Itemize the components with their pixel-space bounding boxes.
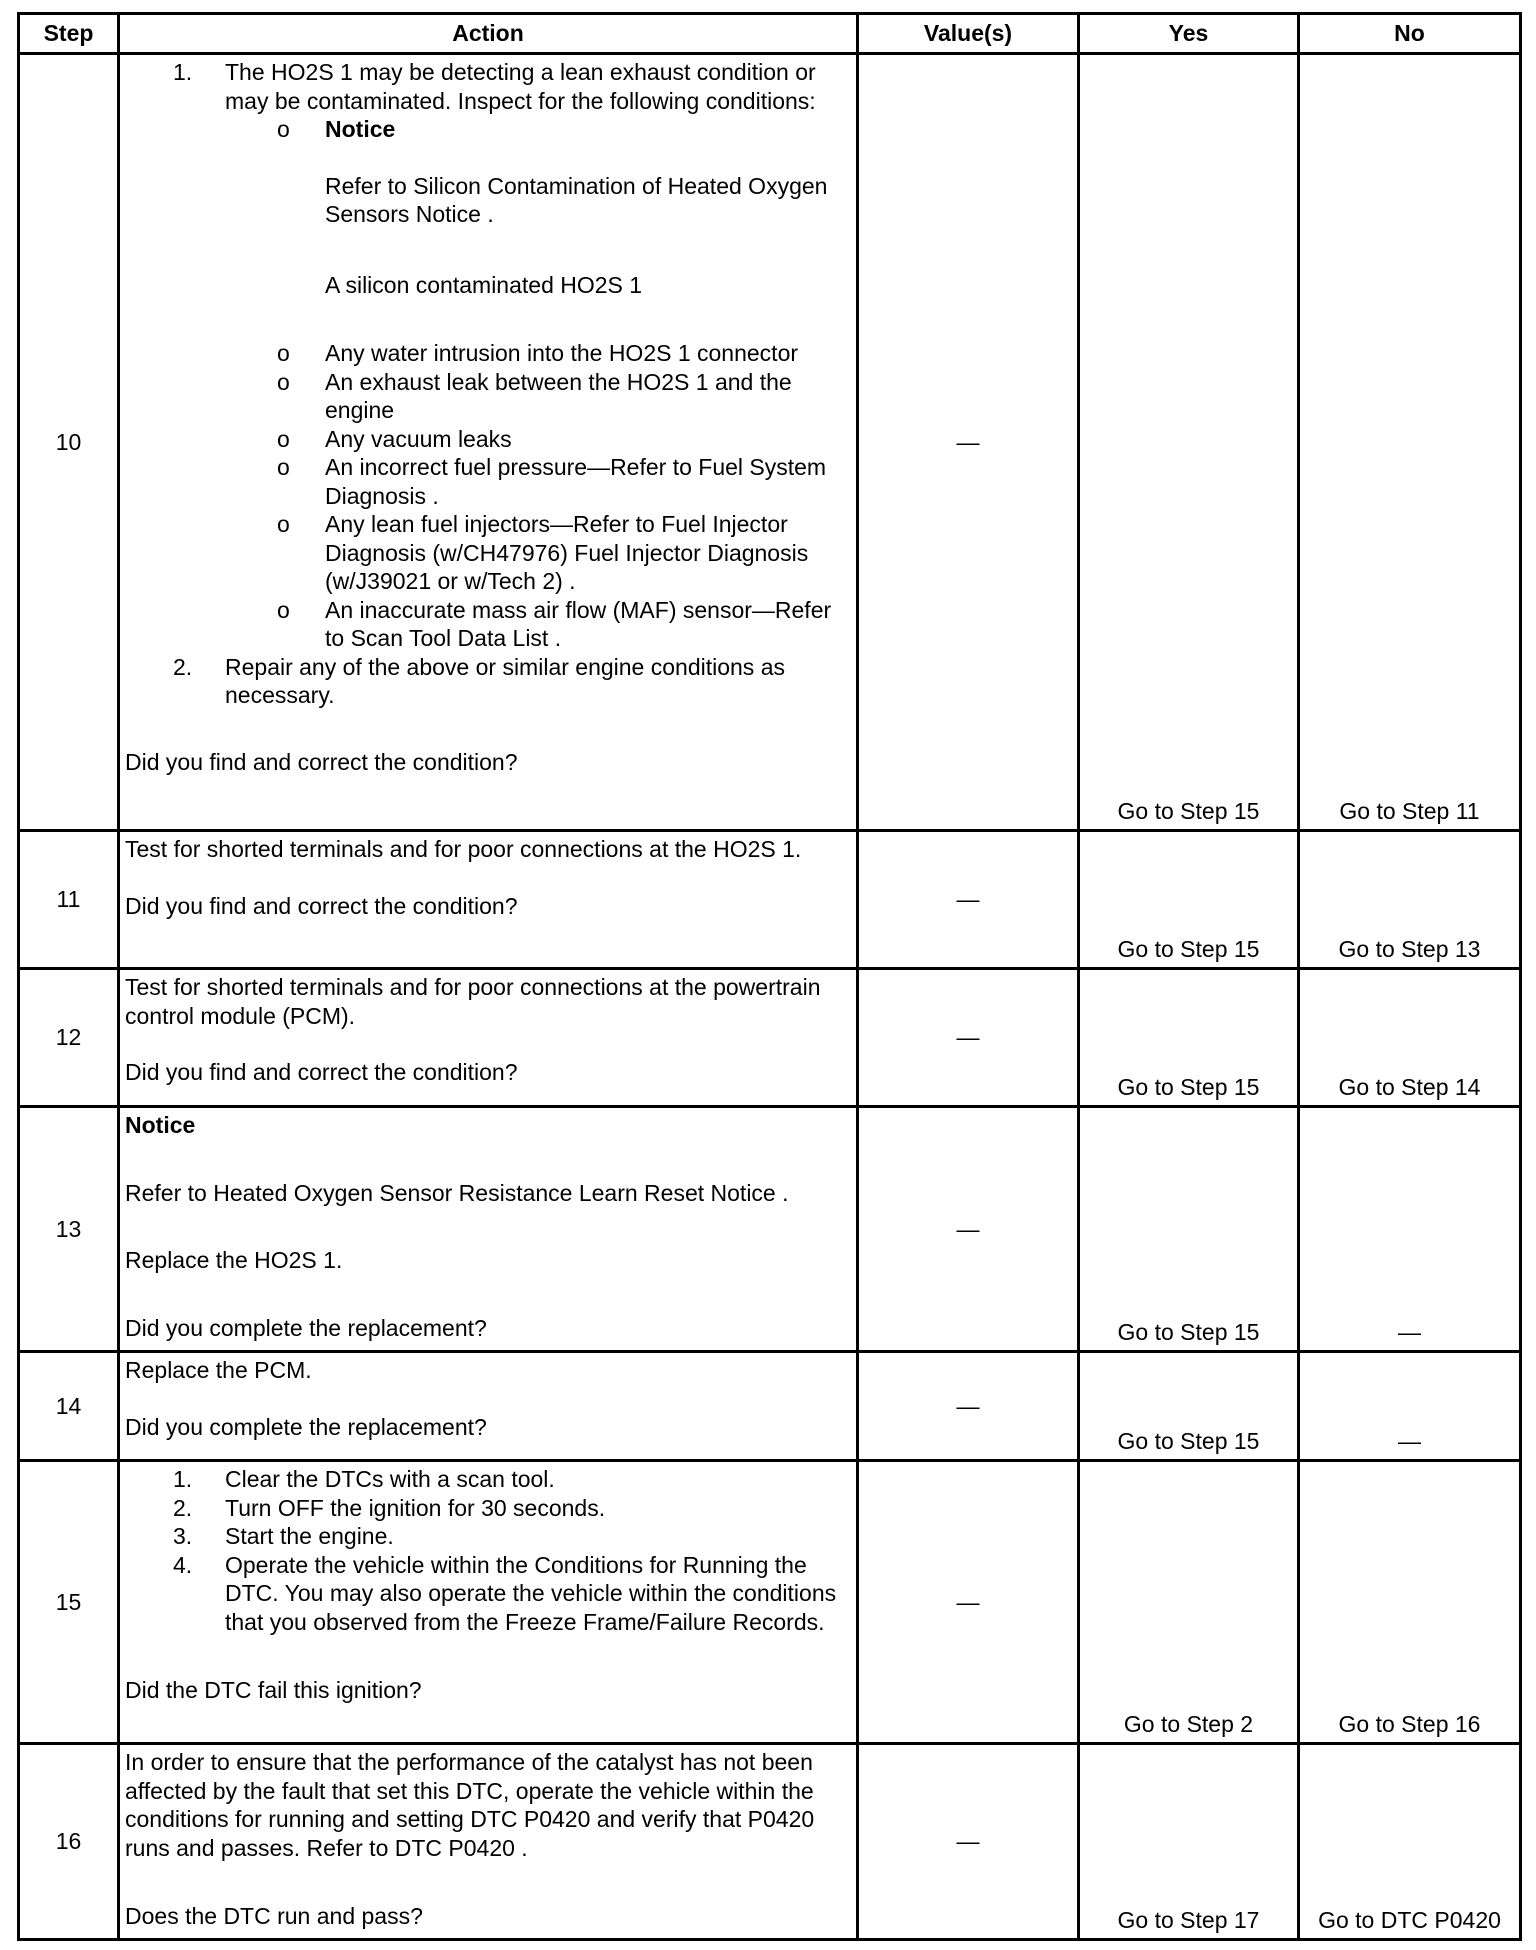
action-question: Did you complete the replacement? <box>125 1314 487 1341</box>
list-number: 3. <box>173 1523 193 1549</box>
condition-text: Any lean fuel injectors—Refer to Fuel Injector Diagnosis (w/CH47976) Fuel Injector Diagnosis (w/J39021 or w/Tech 2) . <box>325 511 809 594</box>
condition-list <box>225 115 851 653</box>
header-row <box>19 14 1521 54</box>
action-question: Does the DTC run and pass? <box>125 1903 423 1929</box>
action-cell <box>119 1352 858 1461</box>
list-item <box>225 368 851 425</box>
list-item <box>125 1551 851 1637</box>
action-cell <box>119 1744 858 1940</box>
list-number: 2. <box>173 1494 193 1521</box>
value-cell: — <box>858 1744 1079 1940</box>
step-number: 14 <box>19 1352 119 1461</box>
bullet-marker: o <box>277 596 290 623</box>
table-row <box>19 1461 1521 1744</box>
list-item-text: The HO2S 1 may be detecting a lean exhaust condition or may be contaminated. Inspect for the following conditions: <box>225 59 816 114</box>
list-item-text: Repair any of the above or similar engine conditions as necessary. <box>225 653 785 708</box>
action-text: Test for shorted terminals and for poor connections at the powertrain control module (PCM). <box>125 974 821 1029</box>
notice-title: Notice <box>125 1112 196 1138</box>
list-item <box>125 1494 851 1523</box>
list-number: 1. <box>173 1466 193 1492</box>
yes-link[interactable]: Go to Step 15 <box>1079 54 1299 831</box>
yes-link[interactable]: Go to Step 15 <box>1079 1352 1299 1461</box>
list-item <box>225 115 851 339</box>
value-cell: — <box>858 1352 1079 1461</box>
value-cell: — <box>858 831 1079 969</box>
action-text: Replace the HO2S 1. <box>125 1247 343 1273</box>
list-number: 4. <box>173 1551 193 1578</box>
list-number: 1. <box>173 59 193 85</box>
action-question: Did you find and correct the condition? <box>125 892 518 919</box>
notice-title: Notice <box>325 116 396 142</box>
list-item-text: Start the engine. <box>225 1523 394 1549</box>
condition-text: Any vacuum leaks <box>325 425 512 452</box>
bullet-marker: o <box>277 340 290 366</box>
header-step: Step <box>19 14 119 54</box>
value-cell: — <box>858 1461 1079 1744</box>
list-item-text: Operate the vehicle within the Conditions for Running the DTC. You may also operate the vehicle within the conditions that you observed from the Freeze Frame/Failure Records. <box>225 1551 837 1635</box>
action-list <box>125 58 851 710</box>
step-number: 15 <box>19 1461 119 1744</box>
table-row <box>19 1352 1521 1461</box>
value-cell: — <box>858 54 1079 831</box>
table-row <box>19 831 1521 969</box>
no-link[interactable]: Go to Step 16 <box>1299 1461 1521 1744</box>
action-question: Did you complete the replacement? <box>125 1413 487 1440</box>
diagnostic-table <box>17 12 1522 1941</box>
condition-text: An incorrect fuel pressure—Refer to Fuel System Diagnosis . <box>325 454 827 509</box>
table-row <box>19 1107 1521 1352</box>
list-item <box>225 453 851 510</box>
list-item-text: Turn OFF the ignition for 30 seconds. <box>225 1494 606 1521</box>
step-number: 11 <box>19 831 119 969</box>
no-value: — <box>1299 1107 1521 1352</box>
notice-item: A silicon contaminated HO2S 1 <box>325 271 643 298</box>
header-yes: Yes <box>1079 14 1299 54</box>
notice-text: Refer to Silicon Contamination of Heated Oxygen Sensors Notice . <box>325 172 828 227</box>
header-values: Value(s) <box>858 14 1079 54</box>
action-question: Did the DTC fail this ignition? <box>125 1677 422 1703</box>
notice-text: Refer to Heated Oxygen Sensor Resistance Learn Reset Notice . <box>125 1179 789 1206</box>
action-question: Did you find and correct the condition? <box>125 1059 518 1085</box>
yes-link[interactable]: Go to Step 15 <box>1079 969 1299 1107</box>
list-item <box>225 596 851 653</box>
list-number: 2. <box>173 653 193 680</box>
action-cell <box>119 831 858 969</box>
value-cell: — <box>858 969 1079 1107</box>
action-text: Replace the PCM. <box>125 1357 312 1383</box>
table-row <box>19 1744 1521 1940</box>
no-link[interactable]: Go to DTC P0420 <box>1299 1744 1521 1940</box>
action-text: In order to ensure that the performance of the catalyst has not been affected by the fault that set this DTC, operate the vehicle within the conditions for running and setting DTC P0420 and verify that P0420 runs and passes. Refer to DTC P0420 . <box>125 1749 815 1861</box>
list-item-text: Clear the DTCs with a scan tool. <box>225 1466 555 1492</box>
yes-link[interactable]: Go to Step 15 <box>1079 831 1299 969</box>
bullet-marker: o <box>277 454 290 480</box>
action-text: Test for shorted terminals and for poor connections at the HO2S 1. <box>125 836 802 862</box>
action-list <box>125 1465 851 1636</box>
action-cell <box>119 1107 858 1352</box>
action-cell <box>119 969 858 1107</box>
no-value: — <box>1299 1352 1521 1461</box>
action-question: Did you find and correct the condition? <box>125 748 518 775</box>
table-row <box>19 969 1521 1107</box>
condition-text: Any water intrusion into the HO2S 1 connector <box>325 340 799 366</box>
header-action: Action <box>119 14 858 54</box>
bullet-marker: o <box>277 116 290 142</box>
no-link[interactable]: Go to Step 11 <box>1299 54 1521 831</box>
yes-link[interactable]: Go to Step 15 <box>1079 1107 1299 1352</box>
header-no: No <box>1299 14 1521 54</box>
no-link[interactable]: Go to Step 13 <box>1299 831 1521 969</box>
yes-link[interactable]: Go to Step 17 <box>1079 1744 1299 1940</box>
condition-text: An inaccurate mass air flow (MAF) sensor—Refer to Scan Tool Data List . <box>325 596 832 651</box>
list-item <box>125 1522 851 1551</box>
step-number: 16 <box>19 1744 119 1940</box>
list-item <box>125 653 851 710</box>
action-cell <box>119 54 858 831</box>
bullet-marker: o <box>277 511 290 537</box>
action-cell <box>119 1461 858 1744</box>
bullet-marker: o <box>277 368 290 395</box>
list-item <box>225 425 851 454</box>
list-item <box>225 339 851 368</box>
value-cell: — <box>858 1107 1079 1352</box>
list-item <box>125 58 851 653</box>
bullet-marker: o <box>277 425 290 452</box>
step-number: 12 <box>19 969 119 1107</box>
table-row <box>19 54 1521 831</box>
step-number: 10 <box>19 54 119 831</box>
condition-text: An exhaust leak between the HO2S 1 and the engine <box>325 368 792 423</box>
no-link[interactable]: Go to Step 14 <box>1299 969 1521 1107</box>
list-item <box>225 510 851 596</box>
yes-link[interactable]: Go to Step 2 <box>1079 1461 1299 1744</box>
step-number: 13 <box>19 1107 119 1352</box>
list-item <box>125 1465 851 1494</box>
